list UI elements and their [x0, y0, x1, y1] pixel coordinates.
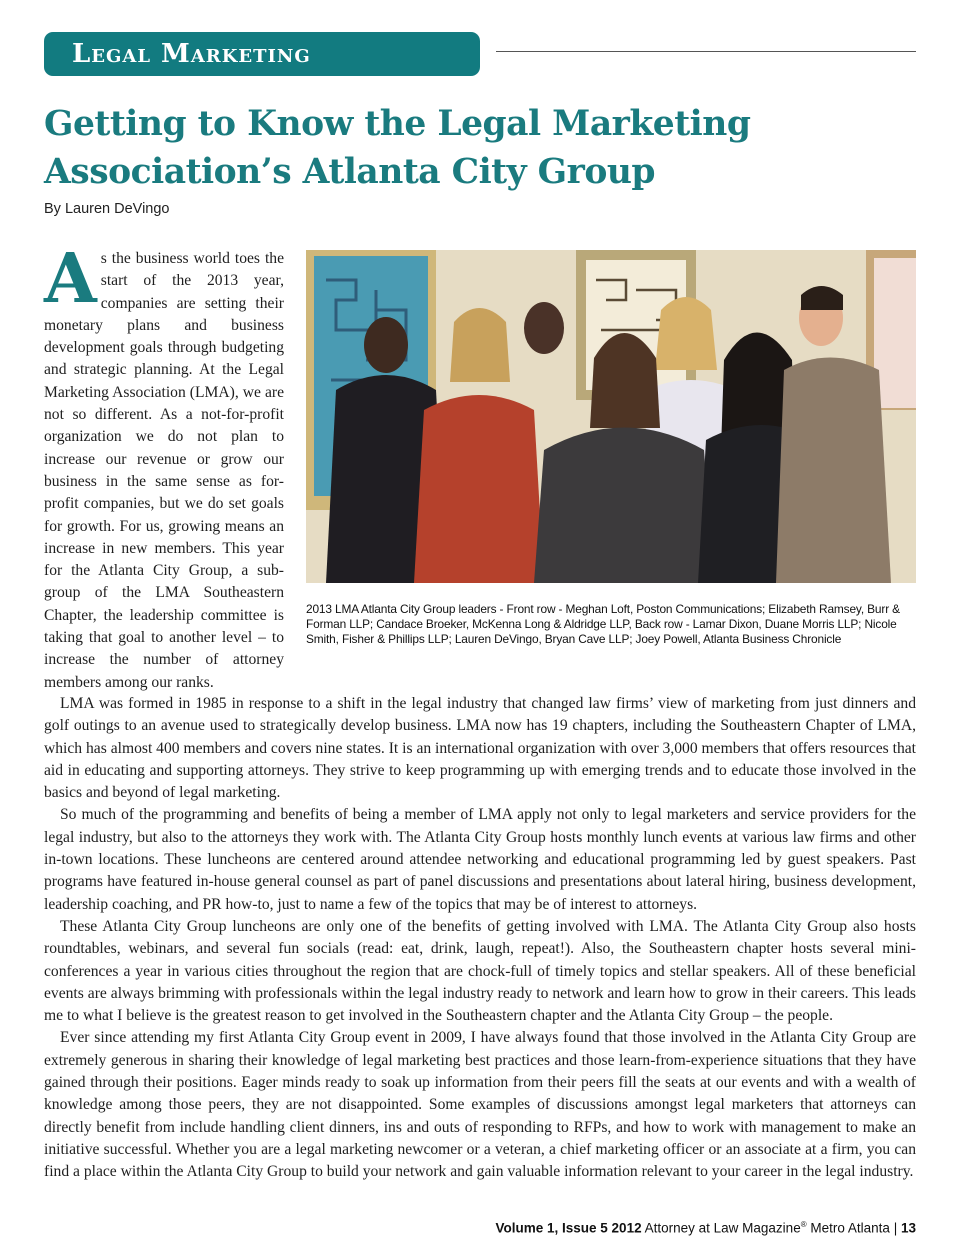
photo-caption: 2013 LMA Atlanta City Group leaders - Front row - Meghan Loft, Poston Communications; Elizabeth Ramsey, Burr & Forman LLP; Candace Broeker, McKenna Long & Aldridge LLP, Back row - Lamar Dixon, Duane Morris LLP; Nicole Smith, Fisher & Phillips LLP; Lauren DeVingo, Bryan Cave LLP; Joey Powell, Atlanta Business Chronicle [306, 602, 900, 646]
page-footer [496, 1220, 917, 1236]
group-photo [306, 250, 916, 583]
footer-separator: | [893, 1220, 898, 1236]
footer-trademark: ® [800, 1220, 807, 1229]
drop-cap: A [44, 239, 97, 319]
article-title [44, 100, 751, 196]
header-rule [496, 51, 916, 52]
article-title-line2: Association’s Atlanta City Group [44, 152, 656, 192]
lead-text: s the business world toes the start of the 2013 year, companies are setting their monetary plans and business development goals through budgeting and strategic planning. At the Legal Marketing Association (LMA), we are not so different. As a not-for-profit organization we do not plan to increase our revenue or grow our business in the same sense as for-profit companies, but we do set goals for growth. For us, growing means an increase in new members. This year for the Atlanta City Group, a sub-group of the LMA Southeastern Chapter, the leadership committee is taking that goal to another level – to increase the number of attorney members among our ranks. [44, 250, 284, 691]
section-label: Legal Marketing [72, 39, 311, 69]
page-number: 13 [900, 1220, 916, 1236]
byline: By Lauren DeVingo [44, 201, 170, 217]
body-paragraph: Ever since attending my first Atlanta City Group event in 2009, I have always found that those involved in the Atlanta City Group are extremely generous in sharing their knowledge of legal marketing best practices and those learn-from-experience situations that they have gained through their positions. Eager minds ready to soak up information from their peers fill the seats at our events and with a wealth of knowledge among those peers, they are not disappointed. Some examples of discussions amongst legal marketers that attorneys can directly benefit from include handling client dinners, ins and outs of responding to RFPs, and how to work with management to make an initiative successful. Whether you are a legal marketing newcomer or a veteran, a chief marketing officer or an associate at a firm, you can find a place within the Atlanta City Group to build your network and gain valuable information relevant to your career in the legal industry. [44, 1029, 916, 1181]
footer-issue: Volume 1, Issue 5 2012 [495, 1220, 642, 1236]
lead-paragraph [44, 239, 284, 694]
article-title-line1: Getting to Know the Legal Marketing [44, 104, 751, 144]
body-paragraph: So much of the programming and benefits of being a member of LMA apply not only to legal marketers and service providers for the legal industry, but also to the attorneys they work with. The Atlanta City Group hosts monthly lunch events at various law firms and other in-town locations. These luncheons are centered around attendee networking and educational programming led by guest speakers. Past programs have featured in-house general counsel as part of panel discussions and presentations about lateral hiring, business development, leadership coaching, and PR how-to, just to name a few of the topics that may be of interest to attorneys. [44, 806, 916, 913]
footer-magazine: Attorney at Law Magazine [644, 1220, 801, 1236]
article-body [44, 693, 916, 1184]
footer-edition: Metro Atlanta [810, 1220, 890, 1236]
body-paragraph: These Atlanta City Group luncheons are only one of the benefits of getting involved with LMA. The Atlanta City Group also hosts roundtables, webinars, and several fun socials (read: eat, drink, laugh, repeat!). Also, the Southeastern chapter hosts several mini-conferences a year in various cities throughout the region that are chock-full of timely topics and stellar speakers. All of these beneficial events are always brimming with professionals within the legal industry ready to network and learn how to grow in their careers. This leads me to what I believe is the greatest reason to get involved in the Southeastern chapter and the Atlanta City Group – the people. [44, 917, 916, 1025]
section-header [44, 32, 480, 76]
body-paragraph: LMA was formed in 1985 in response to a shift in the legal industry that changed law firms’ view of marketing from just dinners and golf outings to an avenue used to strategically develop business. LMA now has 19 chapters, including the Southeastern Chapter of LMA, which has almost 400 members and covers nine states. It is an international organization with over 3,000 members that offers resources that aid in educating and supporting attorneys. They strive to keep programming up with emerging trends and to educate those involved in the basics and beyond of legal marketing. [44, 695, 917, 802]
